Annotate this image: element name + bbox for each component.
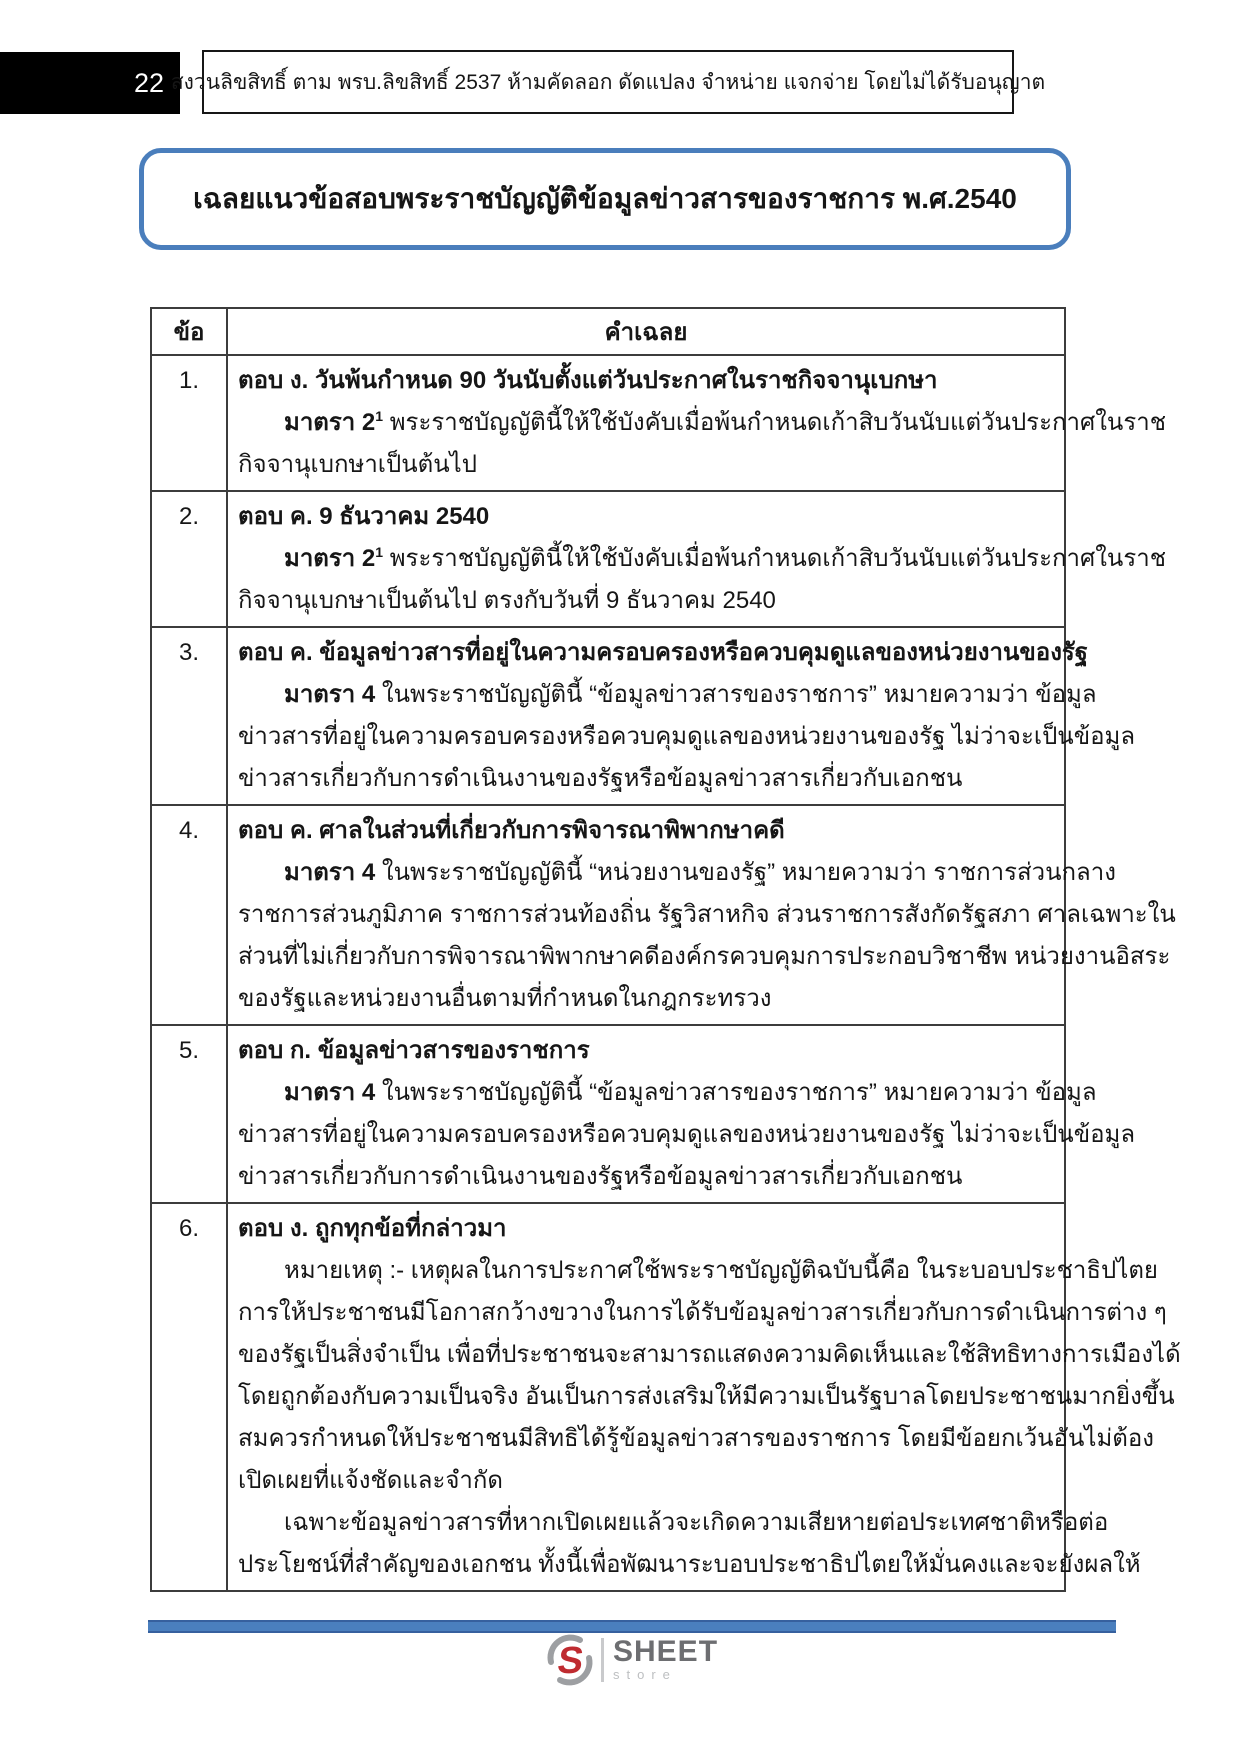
column-header-answer: คำเฉลย [227, 308, 1065, 355]
logo-brand-text: SHEET [613, 1635, 719, 1668]
row-number: 4. [151, 805, 227, 1025]
row-number: 5. [151, 1025, 227, 1203]
answer-cell [227, 1025, 1136, 1203]
answer-line: กิจจานุเบกษาเป็นต้นไป [238, 451, 477, 478]
table-row [151, 355, 1065, 491]
answer-line: การให้ประชาชนมีโอกาสกว้างขวางในการได้รับข้อมูลข่าวสารเกี่ยวกับการดำเนินการต่าง ๆ [238, 1299, 1167, 1326]
row-number: 6. [151, 1203, 227, 1591]
answer-line: ราชการส่วนภูมิภาค ราชการส่วนท้องถิ่น รัฐวิสาหกิจ ส่วนราชการสังกัดรัฐสภา ศาลเฉพาะใน [238, 901, 1176, 928]
logo-divider [601, 1638, 604, 1682]
answer-cell [227, 805, 1176, 1025]
table-row [151, 1025, 1065, 1203]
answer-line: กิจจานุเบกษาเป็นต้นไป ตรงกับวันที่ 9 ธันวาคม 2540 [238, 587, 776, 614]
answer-line: โดยถูกต้องกับความเป็นจริง อันเป็นการส่งเสริมให้มีความเป็นรัฐบาลโดยประชาชนมากยิ่งขึ้น [238, 1383, 1175, 1410]
answer-line: ตอบ ค. 9 ธันวาคม 2540 [238, 503, 490, 530]
answer-line: ข่าวสารที่อยู่ในความครอบครองหรือควบคุมดูแลของหน่วยงานของรัฐ ไม่ว่าจะเป็นข้อมูล [238, 1121, 1136, 1148]
row-number: 2. [151, 491, 227, 627]
page-number: 22 [133, 68, 164, 98]
column-header-no: ข้อ [151, 308, 227, 355]
answer-line: มาตรา 4 ในพระราชบัญญัตินี้ “ข้อมูลข่าวสารของราชการ” หมายความว่า ข้อมูล [284, 1079, 1097, 1106]
svg-text:S: S [554, 1639, 587, 1682]
page-number-box [0, 52, 180, 114]
answer-line: เปิดเผยที่แจ้งชัดและจำกัด [238, 1467, 504, 1494]
answer-line: ตอบ ค. ศาลในส่วนที่เกี่ยวกับการพิจารณาพิพากษาคดี [238, 817, 785, 844]
footer-divider [148, 1620, 1116, 1633]
table-row [151, 491, 1065, 627]
answer-line: ของรัฐเป็นสิ่งจำเป็น เพื่อที่ประชาชนจะสามารถแสดงความคิดเห็นและใช้สิทธิทางการเมืองได้ [238, 1341, 1181, 1368]
logo-s-icon [546, 1636, 594, 1684]
answer-cell [227, 491, 1166, 627]
answer-line: ตอบ ค. ข้อมูลข่าวสารที่อยู่ในความครอบครองหรือควบคุมดูแลของหน่วยงานของรัฐ [238, 639, 1089, 666]
answer-line: ตอบ ง. วันพ้นกำหนด 90 วันนับตั้งแต่วันประกาศในราชกิจจานุเบกษา [238, 367, 938, 394]
answer-line: ตอบ ก. ข้อมูลข่าวสารของราชการ [238, 1037, 590, 1064]
sheet-store-logo [546, 1634, 718, 1686]
answer-line: ส่วนที่ไม่เกี่ยวกับการพิจารณาพิพากษาคดีองค์กรควบคุมการประกอบวิชาชีพ หน่วยงานอิสระ [238, 943, 1171, 970]
table-row [151, 1203, 1065, 1591]
logo-text [613, 1635, 719, 1682]
answer-line: มาตรา $2^1$ พระราชบัญญัตินี้ให้ใช้บังคับเมื่อพ้นกำหนดเก้าสิบวันนับแต่วันประกาศในราช [284, 544, 1166, 572]
copyright-text: สงวนลิขสิทธิ์ ตาม พรบ.ลิขสิทธิ์ 2537 ห้ามคัดลอก ดัดแปลง จำหน่าย แจกจ่าย โดยไม่ได้รับอนุญาต [170, 70, 1046, 94]
answer-line: มาตรา 4 ในพระราชบัญญัตินี้ “หน่วยงานของรัฐ” หมายความว่า ราชการส่วนกลาง [284, 859, 1116, 886]
answer-line: ข่าวสารเกี่ยวกับการดำเนินงานของรัฐหรือข้อมูลข่าวสารเกี่ยวกับเอกชน [238, 1163, 963, 1190]
table-header-row [151, 308, 1065, 355]
answer-cell [227, 1203, 1181, 1591]
page-title: เฉลยแนวข้อสอบพระราชบัญญัติข้อมูลข่าวสารของราชการ พ.ศ.2540 [193, 183, 1017, 214]
answer-line: ของรัฐและหน่วยงานอื่นตามที่กำหนดในกฎกระทรวง [238, 985, 772, 1012]
answer-line: เฉพาะข้อมูลข่าวสารที่หากเปิดเผยแล้วจะเกิดความเสียหายต่อประเทศชาติหรือต่อ [284, 1509, 1109, 1536]
answer-line: ข่าวสารที่อยู่ในความครอบครองหรือควบคุมดูแลของหน่วยงานของรัฐ ไม่ว่าจะเป็นข้อมูล [238, 723, 1136, 750]
answer-line: มาตรา $2^1$ พระราชบัญญัตินี้ให้ใช้บังคับเมื่อพ้นกำหนดเก้าสิบวันนับแต่วันประกาศในราช [284, 408, 1166, 436]
answer-cell [227, 355, 1166, 491]
answer-line: ตอบ ง. ถูกทุกข้อที่กล่าวมา [238, 1215, 507, 1242]
row-number: 1. [151, 355, 227, 491]
row-number: 3. [151, 627, 227, 805]
answer-line: ข่าวสารเกี่ยวกับการดำเนินงานของรัฐหรือข้อมูลข่าวสารเกี่ยวกับเอกชน [238, 765, 963, 792]
title-box [139, 148, 1071, 250]
answer-line: ประโยชน์ที่สำคัญของเอกชน ทั้งนี้เพื่อพัฒนาระบอบประชาธิปไตยให้มั่นคงและจะยังผลให้ [238, 1551, 1141, 1578]
answer-line: มาตรา 4 ในพระราชบัญญัตินี้ “ข้อมูลข่าวสารของราชการ” หมายความว่า ข้อมูล [284, 681, 1097, 708]
table-row [151, 627, 1065, 805]
copyright-notice-box [170, 50, 1046, 114]
answer-table [150, 307, 1181, 1592]
answer-cell [227, 627, 1136, 805]
answer-line: สมควรกำหนดให้ประชาชนมีสิทธิได้รู้ข้อมูลข่าวสารของราชการ โดยมีข้อยกเว้นอันไม่ต้อง [238, 1425, 1154, 1452]
table-row [151, 805, 1065, 1025]
logo-sub-text: store [613, 1667, 677, 1682]
answer-line: หมายเหตุ :- เหตุผลในการประกาศใช้พระราชบัญญัติฉบับนี้คือ ในระบอบประชาธิปไตย [284, 1257, 1158, 1284]
